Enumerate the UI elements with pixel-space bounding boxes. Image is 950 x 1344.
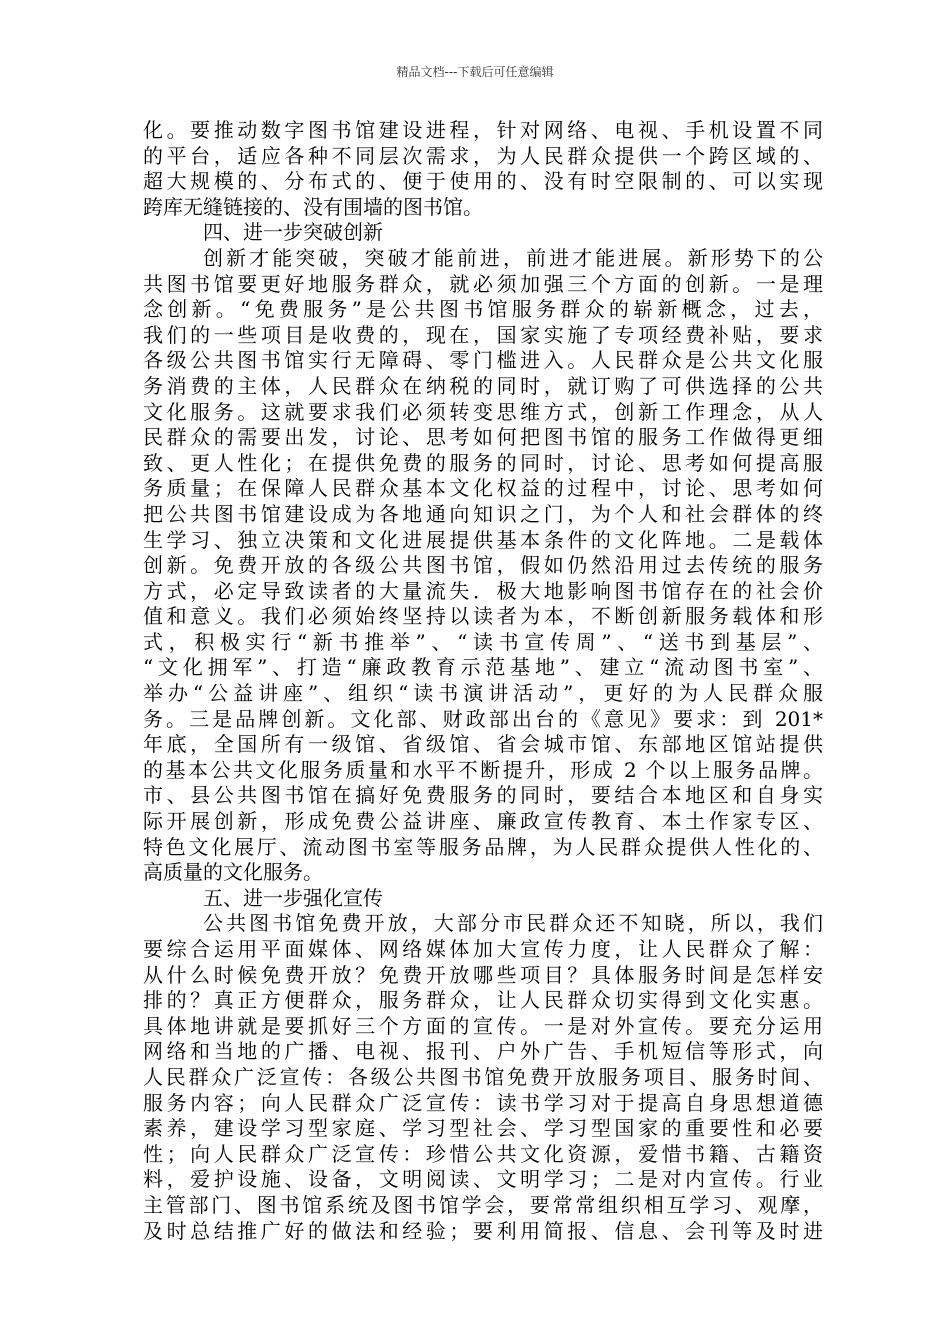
text-line: 网络和当地的广播、电视、报刊、户外广告、手机短信等形式，向: [143, 1039, 823, 1064]
text-line: 素养，建设学习型家庭、学习型社会、学习型国家的重要性和必要: [143, 1116, 823, 1141]
text-line: 年底，全国所有一级馆、省级馆、省会城市馆、东部地区馆站提供: [143, 732, 823, 757]
text-line: 超大规模的、分布式的、便于使用的、没有时空限制的、可以实现: [143, 169, 823, 194]
body-text: [143, 118, 823, 1244]
text-line: 民群众的需要出发，讨论、思考如何把图书馆的服务工作做得更细: [143, 425, 823, 450]
text-line: 主管部门、图书馆系统及图书馆学会，要常常组织相互学习、观摩，: [143, 1192, 823, 1217]
section-heading-4: 四、进一步突破创新: [203, 220, 383, 245]
text-line: 公共图书馆免费开放，大部分市民群众还不知晓，所以，我们: [203, 911, 823, 936]
text-line: 致、更人性化；在提供免费的服务的同时，讨论、思考如何提高服: [143, 450, 823, 475]
text-line: 高质量的文化服务。: [143, 860, 323, 885]
text-line: 务。三是品牌创新。文化部、财政部出台的《意见》要求：到 201*: [143, 706, 823, 731]
text-line: 创新。免费开放的各级公共图书馆，假如仍然沿用过去传统的服务: [143, 553, 823, 578]
text-line: 我们的一些项目是收费的，现在，国家实施了专项经费补贴，要求: [143, 322, 823, 347]
text-line: 务质量；在保障人民群众基本文化权益的过程中，讨论、思考如何: [143, 476, 823, 501]
text-line: 具体地讲就是要抓好三个方面的宣传。一是对外宣传。要充分运用: [143, 1013, 823, 1038]
text-line: 市、县公共图书馆在搞好免费服务的同时，要结合本地区和自身实: [143, 783, 823, 808]
text-line: 共图书馆要更好地服务群众，就必须加强三个方面的创新。一是理: [143, 271, 823, 296]
text-line: 方式，必定导致读者的大量流失．极大地影响图书馆存在的社会价: [143, 578, 823, 603]
text-line: 人民群众广泛宣传：各级公共图书馆免费开放服务项目、服务时间、: [143, 1064, 823, 1089]
text-line: 要综合运用平面媒体、网络媒体加大宣传力度，让人民群众了解：: [143, 937, 823, 961]
text-line: 化。要推动数字图书馆建设进程，针对网络、电视、手机设置不同: [143, 118, 823, 142]
text-line: 各级公共图书馆实行无障碍、零门槛进入。人民群众是公共文化服: [143, 348, 823, 373]
page-header: 精品文档---下载后可任意编辑: [396, 65, 554, 79]
text-line: “文化拥军”、打造“廉政教育示范基地”、建立“流动图书室”、: [143, 655, 823, 680]
text-line: 跨库无缝链接的、没有围墙的图书馆。: [143, 194, 483, 219]
section-heading-5: 五、进一步强化宣传: [203, 885, 383, 910]
text-line: 念创新。“免费服务”是公共图书馆服务群众的崭新概念，过去，: [143, 297, 823, 322]
text-line: 的基本公共文化服务质量和水平不断提升，形成 2 个以上服务品牌。: [143, 757, 823, 782]
text-line: 际开展创新，形成免费公益讲座、廉政宣传教育、本土作家专区、: [143, 809, 823, 834]
text-line: 性；向人民群众广泛宣传：珍惜公共文化资源，爱惜书籍、古籍资: [143, 1141, 823, 1166]
text-line: 文化服务。这就要求我们必须转变思维方式，创新工作理念，从人: [143, 399, 823, 424]
text-line: 生学习、独立决策和文化进展提供基本条件的文化阵地。二是载体: [143, 527, 823, 552]
text-line: 的平台，适应各种不同层次需求，为人民群众提供一个跨区域的、: [143, 143, 823, 168]
text-line: 把公共图书馆建设成为各地通向知识之门，为个人和社会群体的终: [143, 501, 823, 526]
text-line: 料，爱护设施、设备，文明阅读、文明学习；二是对内宣传。行业: [143, 1167, 823, 1192]
text-line: 式，积极实行“新书推举”、“读书宣传周”、“送书到基层”、: [143, 629, 823, 654]
text-line: 及时总结推广好的做法和经验；要利用简报、信息、会刊等及时进: [143, 1218, 823, 1243]
text-line: 排的？真正方便群众，服务群众，让人民群众切实得到文化实惠。: [143, 988, 823, 1013]
text-line: 举办“公益讲座”、组织“读书演讲活动”，更好的为人民群众服: [143, 681, 823, 706]
text-line: 创新才能突破，突破才能前进，前进才能进展。新形势下的公: [203, 245, 823, 270]
text-line: 服务内容；向人民群众广泛宣传：读书学习对于提高自身思想道德: [143, 1090, 823, 1115]
text-line: 务消费的主体，人民群众在纳税的同时，就订购了可供选择的公共: [143, 373, 823, 398]
text-line: 特色文化展厅、流动图书室等服务品牌，为人民群众提供人性化的、: [143, 834, 823, 859]
text-line: 从什么时候免费开放？免费开放哪些项目？具体服务时间是怎样安: [143, 962, 823, 987]
text-line: 值和意义。我们必须始终坚持以读者为本，不断创新服务载体和形: [143, 604, 823, 629]
